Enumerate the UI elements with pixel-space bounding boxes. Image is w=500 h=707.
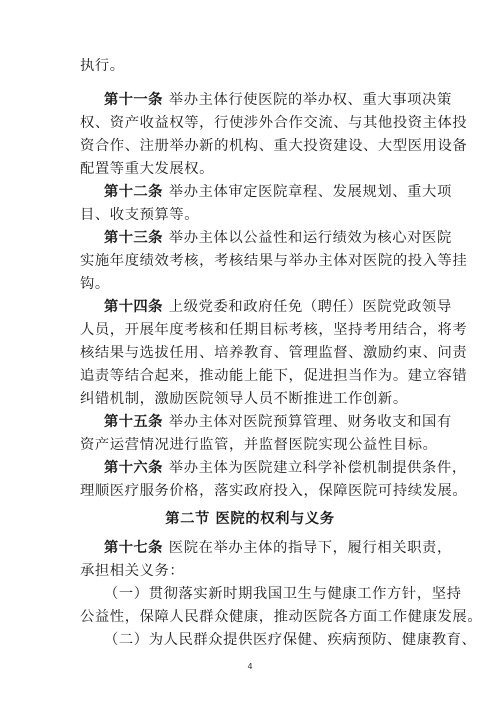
line-text: 上级党委和政府任免（聘任）医院党政领导 <box>168 299 452 315</box>
article-number: 第十三条 <box>104 230 163 246</box>
text-line <box>80 136 468 156</box>
article-line <box>104 182 452 202</box>
text-line <box>80 366 468 386</box>
text-line <box>80 113 468 133</box>
text-line <box>80 159 406 179</box>
article-number: 第十七条 <box>104 540 163 556</box>
text-line <box>104 630 477 650</box>
line-text: 举办主体以公益性和运行绩效为核心对医院 <box>168 230 452 246</box>
line-text: 权、资产收益权等，行使涉外合作交流、与其他投资主体投 <box>80 115 468 131</box>
line-text: 理顺医疗服务价格，落实政府投入，保障医院可持续发展。 <box>80 483 468 499</box>
line-text: 执行。 <box>80 58 125 74</box>
line-text: 追责等结合起来，推动能上能下，促进担当作为。建立容错 <box>80 368 468 384</box>
text-line <box>80 481 468 501</box>
text-line <box>80 607 483 627</box>
article-number: 第十一条 <box>104 92 163 108</box>
text-line <box>80 320 468 340</box>
article-line <box>104 297 452 317</box>
line-text: 实施年度绩效考核，考核结果与举办主体对医院的投入等挂 <box>80 253 468 269</box>
line-text: 配置等重大发展权。 <box>80 161 215 177</box>
article-number: 第十五条 <box>104 414 163 430</box>
line-text: 公益性，保障人民群众健康，推动医院各方面工作健康发展。 <box>80 609 483 625</box>
line-text: 目、收支预算等。 <box>80 207 200 223</box>
page-number: 4 <box>247 662 253 671</box>
text-line <box>80 435 438 455</box>
text-line <box>104 584 462 604</box>
text-line <box>80 205 406 225</box>
article-line <box>104 412 452 432</box>
text-line <box>80 274 406 294</box>
text-line <box>80 561 406 581</box>
article-line <box>104 458 467 478</box>
text-line <box>80 251 468 271</box>
line-text: 举办主体对医院预算管理、财务收支和国有 <box>168 414 452 430</box>
article-line <box>104 90 452 110</box>
line-text: 人员，开展年度考核和任期目标考核，坚持考用结合，将考 <box>80 322 468 338</box>
article-number: 第十六条 <box>104 460 163 476</box>
article-number: 第十二条 <box>104 184 163 200</box>
article-line <box>104 538 452 558</box>
line-text: 资合作、注册举办新的机构、重大投资建设、大型医用设备 <box>80 138 468 154</box>
line-text: 纠错机制，激励医院领导人员不断推进工作创新。 <box>80 391 408 407</box>
text-line <box>80 389 406 409</box>
article-line <box>104 228 452 248</box>
line-text: 医院在举办主体的指导下，履行相关职责， <box>168 540 452 556</box>
line-text: 承担相关义务： <box>80 563 185 579</box>
line-text: 举办主体为医院建立科学补偿机制提供条件， <box>168 460 467 476</box>
line-text: 资产运营情况进行监管，并监督医院实现公益性目标。 <box>80 437 438 453</box>
line-text: 举办主体审定医院章程、发展规划、重大项 <box>168 184 452 200</box>
line-text: （一）贯彻落实新时期我国卫生与健康工作方针，坚持 <box>104 586 462 602</box>
line-text: （二）为人民群众提供医疗保健、疾病预防、健康教育、 <box>104 632 477 648</box>
article-number: 第十四条 <box>104 299 163 315</box>
section-title: 第二节 医院的权利与义务 <box>165 511 335 527</box>
text-line <box>80 56 406 76</box>
line-text: 核结果与选拔任用、培养教育、管理监督、激励约束、问责 <box>80 345 468 361</box>
line-text: 钩。 <box>80 276 110 292</box>
text-line <box>80 343 468 363</box>
line-text: 举办主体行使医院的举办权、重大事项决策 <box>168 92 452 108</box>
